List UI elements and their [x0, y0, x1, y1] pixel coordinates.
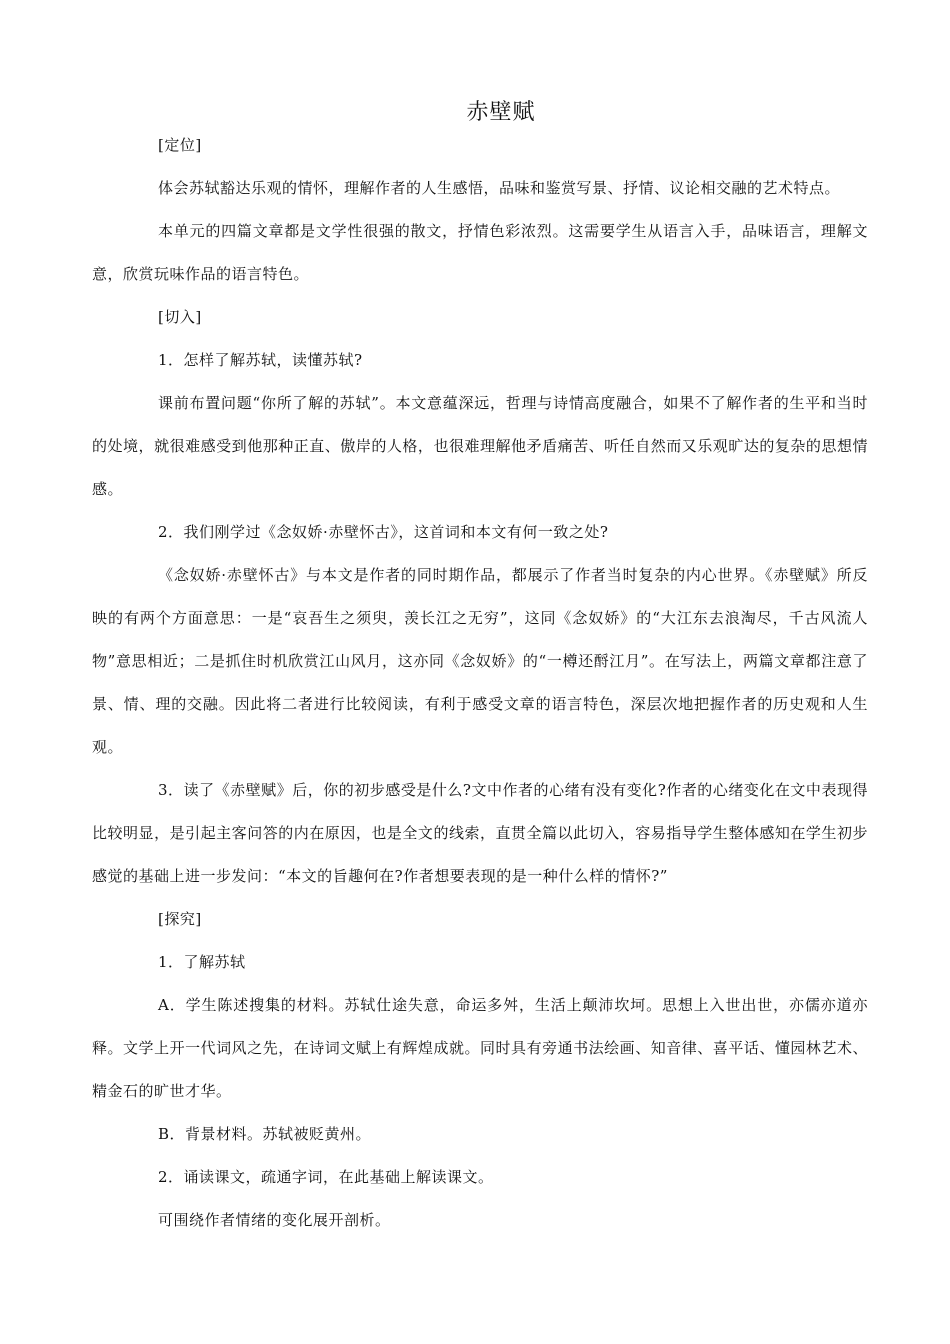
list-item: 1．了解苏轼	[158, 953, 246, 971]
paragraph: 体会苏轼豁达乐观的情怀，理解作者的人生感悟，品味和鉴赏写景、抒情、议论相交融的艺术特点。	[158, 179, 841, 197]
paragraph: A．学生陈述搜集的材料。苏轼仕途失意，命运多舛，生活上颠沛坎坷。思想上入世出世，亦儒亦道亦释。文学上开一代词风之先，在诗词文赋上有辉煌成就。同时具有旁通书法绘画、知音律、喜平话、懂园林艺术、精金石的旷世才华。	[92, 996, 868, 1100]
document-body	[92, 124, 868, 1242]
paragraph: 3．读了《赤壁赋》后，你的初步感受是什么?文中作者的心绪有没有变化?作者的心绪变化在文中表现得比较明显，是引起主客问答的内在原因，也是全文的线索，直贯全篇以此切入，容易指导学生整体感知在学生初步感觉的基础上进一步发问：“本文的旨趣何在?作者想要表现的是一种什么样的情怀?”	[92, 781, 868, 885]
paragraph: 课前布置问题“你所了解的苏轼”。本文意蕴深远，哲理与诗情高度融合，如果不了解作者的生平和当时的处境，就很难感受到他那种正直、傲岸的人格，也很难理解他矛盾痛苦、听任自然而又乐观旷达的复杂的思想情感。	[92, 394, 868, 498]
question-item: 2．我们刚学过《念奴娇·赤壁怀古》，这首词和本文有何一致之处?	[158, 523, 609, 541]
section-heading-positioning: [定位]	[158, 136, 202, 154]
section-heading-exploration: [探究]	[158, 910, 202, 928]
paragraph: 《念奴娇·赤壁怀古》与本文是作者的同时期作品，都展示了作者当时复杂的内心世界。《赤壁赋》所反映的有两个方面意思：一是“哀吾生之须臾，羡长江之无穷”，这同《念奴娇》的“大江东去浪淘尽，千古风流人物”意思相近；二是抓住时机欣赏江山风月，这亦同《念奴娇》的“一樽还酹江月”。在写法上，两篇文章都注意了景、情、理的交融。因此将二者进行比较阅读，有利于感受文章的语言特色，深层次地把握作者的历史观和人生观。	[92, 566, 868, 756]
paragraph: B．背景材料。苏轼被贬黄州。	[158, 1125, 372, 1143]
document-title: 赤壁赋	[466, 100, 536, 125]
question-item: 1．怎样了解苏轼，读懂苏轼?	[158, 351, 363, 369]
section-heading-entry: [切入]	[158, 308, 202, 326]
list-item: 2．诵读课文，疏通字词，在此基础上解读课文。	[158, 1168, 494, 1186]
paragraph: 可围绕作者情绪的变化展开剖析。	[158, 1211, 391, 1229]
paragraph: 本单元的四篇文章都是文学性很强的散文，抒情色彩浓烈。这需要学生从语言入手，品味语言，理解文意，欣赏玩味作品的语言特色。	[92, 222, 868, 283]
